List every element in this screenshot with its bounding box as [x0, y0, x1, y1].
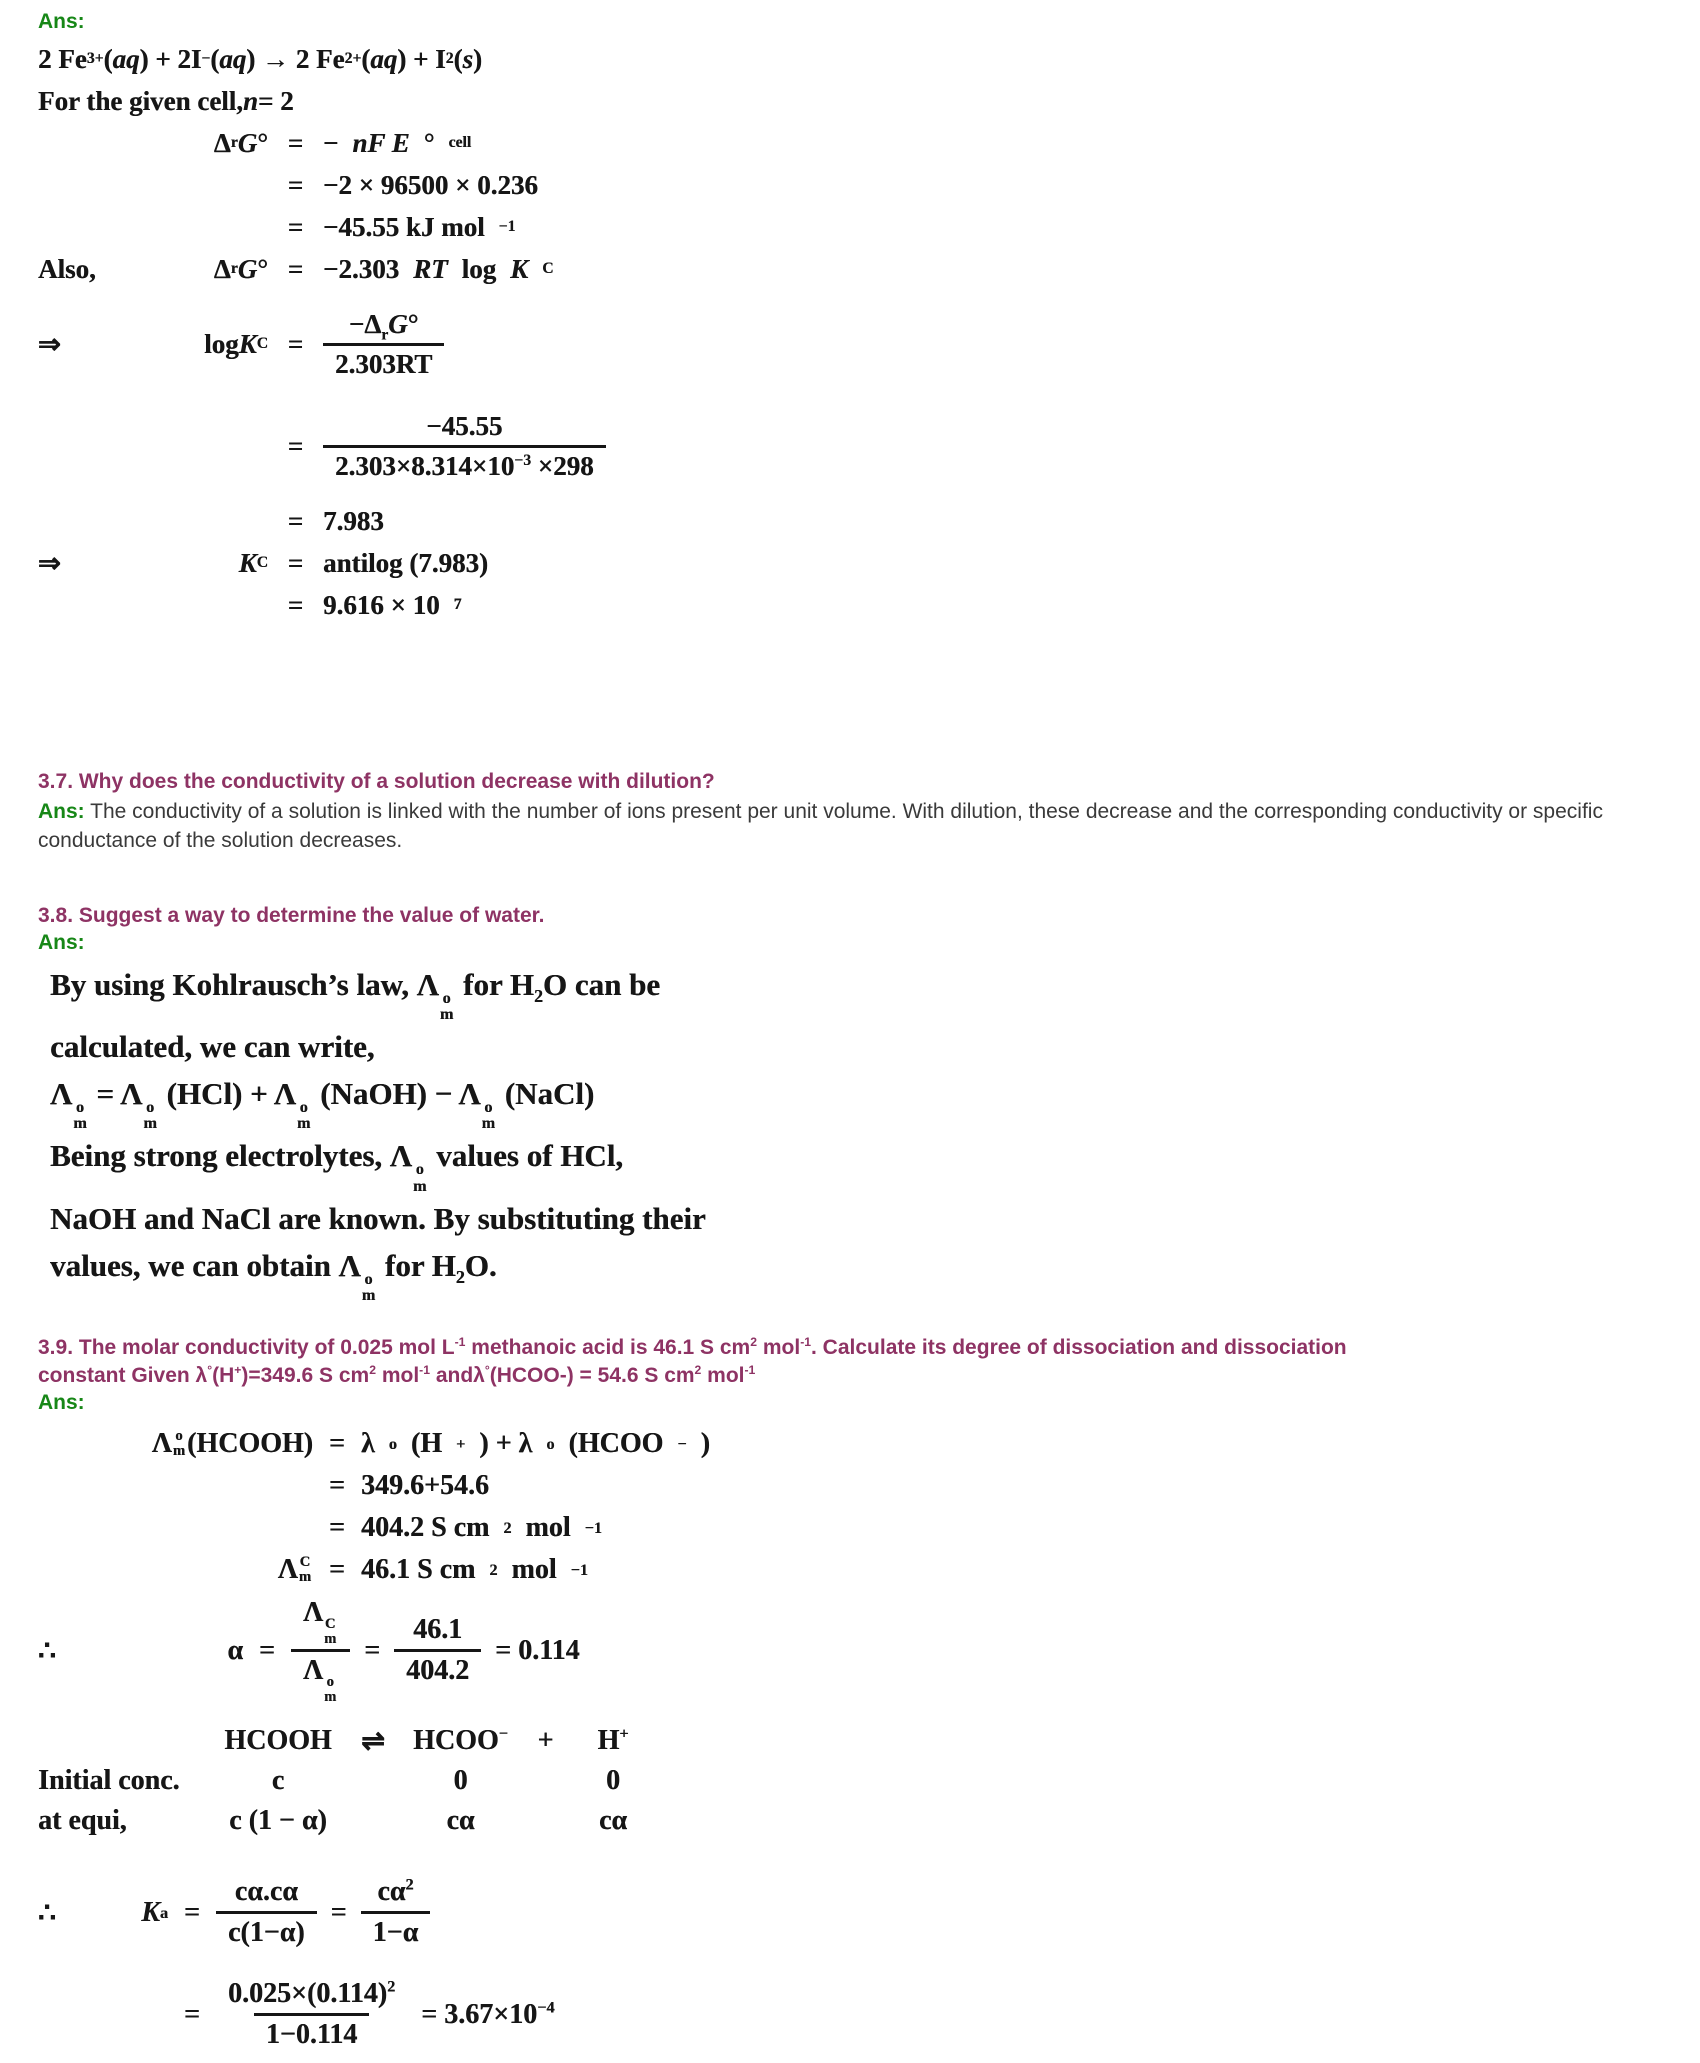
answer-label: Ans:	[38, 1390, 85, 1414]
equation-result: = $3.67\times 10^{-4}$	[421, 1998, 555, 2030]
equation-rhs: antilog (7.983)	[323, 547, 488, 578]
answer-3-6-section	[38, 10, 1670, 626]
equation-row	[38, 584, 1670, 626]
fraction-denominator: $2.303\times 8.314\times 10^{-3} \times 298$	[323, 445, 606, 482]
equals-sign: =	[287, 505, 304, 536]
fraction-denominator: c(1−α)	[216, 1911, 317, 1949]
equation-row	[38, 248, 1670, 290]
answer-3-7	[38, 798, 1668, 856]
equation-row	[38, 206, 1670, 248]
equals-sign: =	[287, 589, 304, 620]
species-hcoo: HCOO−	[413, 1724, 508, 1756]
row-marker: ∴	[38, 1897, 56, 1929]
table-cell: cα	[446, 1804, 475, 1836]
equation-rhs	[323, 411, 606, 482]
fraction-numerator: $-\Delta_rG^\circ$	[348, 308, 419, 343]
scanned-text-line: values, we can obtain Λ o m for $H_2O$.	[50, 1247, 497, 1304]
fraction-denominator: 2.303RT	[323, 343, 444, 380]
question-3-9-heading	[38, 1334, 1670, 1391]
equals-sign: =	[184, 1998, 200, 2030]
equals-sign: =	[329, 1469, 345, 1501]
equation-row	[38, 1967, 1670, 2063]
scanned-text-line: NaOH and NaCl are known. By substituting their	[50, 1200, 706, 1236]
row-marker: ∴	[38, 1635, 56, 1667]
table-cell: cα	[598, 1804, 628, 1836]
solution-work-3-8	[38, 961, 838, 1304]
answer-label: Ans:	[38, 800, 85, 824]
equation-row	[38, 1597, 1670, 1705]
equation-row	[38, 398, 1670, 494]
equation-rhs: λ o (H + ) + λ o (HCOO − )	[361, 1427, 710, 1459]
equation-rhs: 46.1 S cm 2 mol −1	[361, 1553, 588, 1585]
scanned-text-line: calculated, we can write,	[50, 1028, 375, 1064]
reaction-equation: 2 Fe 3+ ( aq ) + 2I − ( aq ) → 2 Fe 2+ ( aq ) + I 2 ( s )	[38, 43, 482, 74]
fraction-numerator: Λ C m	[303, 1596, 337, 1647]
equation-row	[38, 1507, 1670, 1549]
equation-rhs: 349.6+54.6	[361, 1469, 489, 1501]
scanned-text-line: Being strong electrolytes, Λ o m values of HCl,	[50, 1138, 624, 1195]
table-row-label: at equi,	[38, 1804, 127, 1836]
equation-row	[38, 122, 1670, 164]
equation-lhs: log K C	[204, 328, 268, 359]
equation-row	[38, 500, 1670, 542]
fraction-denominator: 1−α	[361, 1911, 431, 1949]
equation-rhs	[323, 309, 444, 380]
plus-sign: +	[537, 1724, 554, 1756]
question-3-7-section	[38, 768, 1670, 856]
equation-lhs: Δ r G °	[213, 253, 268, 284]
equilibrium-reaction-row	[38, 1721, 1670, 1761]
table-cell: c (1 − α)	[229, 1804, 327, 1836]
scanned-text-line: By using Kohlrausch’s law, Λ o m for $H_2O$ can be	[50, 966, 661, 1023]
question-3-9-heading-line1: 3.9. The molar conductivity of 0.025 mol $L^{-1}$ methanoic acid is 46.1 S $cm^2$ mol$^{-1}$. Calculate its degree of dissociation and dissociation	[38, 1335, 1347, 1360]
equation-rhs: − nF E ° cell	[323, 127, 472, 158]
scanned-text-line: Λ o m = Λ o m (HCl) + Λ o m (NaOH) − Λ o m (NaCl)	[50, 1076, 595, 1133]
equation-lhs: K a	[141, 1896, 168, 1928]
equation-rhs	[216, 1978, 554, 2051]
question-3-7-heading: 3.7. Why does the conductivity of a solution decrease with dilution?	[38, 770, 715, 793]
fraction-denominator: 1−0.114	[254, 2013, 369, 2051]
row-marker: ⇒	[38, 328, 61, 359]
equation-rhs: 404.2 S cm 2 mol −1	[361, 1511, 602, 1543]
fraction-numerator: $c\alpha^2$	[377, 1875, 414, 1907]
given-cell-line: For the given cell, n = 2	[38, 85, 294, 116]
equals-sign: =	[287, 328, 304, 359]
equation-row	[38, 296, 1670, 392]
equation-rhs: −45.55 kJ mol −1	[323, 211, 516, 242]
equation-row	[38, 164, 1670, 206]
equilibrium-arrow: ⇌	[361, 1725, 385, 1757]
fraction-numerator: 46.1	[413, 1614, 463, 1646]
species-h: H+	[597, 1724, 629, 1756]
equals-sign: =	[287, 547, 304, 578]
equals-sign: =	[287, 169, 304, 200]
fraction	[323, 309, 444, 380]
equation-lhs: Λ o m (HCOOH)	[151, 1427, 313, 1459]
solution-work-3-6	[38, 38, 1670, 626]
solution-work-3-9	[38, 1423, 1670, 2063]
equation-row	[38, 1549, 1670, 1591]
table-cell: 0	[453, 1764, 468, 1796]
equals-sign: =	[287, 253, 304, 284]
equation-rhs	[291, 1597, 580, 1705]
fraction-numerator: −45.55	[426, 410, 503, 441]
question-3-9-section	[38, 1334, 1670, 2062]
fraction	[361, 1876, 431, 1949]
equation-row	[38, 1865, 1670, 1961]
table-row-label: Initial conc.	[38, 1764, 180, 1796]
equals-sign: =	[259, 1634, 275, 1666]
fraction-numerator: $0.025\times(0.114)^2$	[228, 1977, 396, 2009]
equation-rhs: −2 × 96500 × 0.236	[323, 169, 538, 200]
fraction	[291, 1597, 350, 1705]
fraction	[216, 1876, 317, 1949]
equation-lhs: Δ r G °	[213, 127, 268, 158]
answer-label: Ans:	[38, 930, 85, 954]
fraction	[216, 1978, 407, 2051]
question-3-8-section	[38, 902, 1670, 1304]
fraction	[394, 1614, 481, 1687]
row-marker: ⇒	[38, 547, 61, 578]
fraction-denominator: 404.2	[394, 1649, 481, 1687]
table-cell: c	[271, 1764, 285, 1796]
equals-sign: =	[364, 1634, 381, 1666]
fraction-numerator: cα.cα	[234, 1876, 298, 1907]
equation-lhs: K C	[238, 547, 268, 578]
equation-row	[38, 1465, 1670, 1507]
equals-sign: =	[329, 1511, 345, 1543]
answer-label: Ans:	[38, 10, 85, 33]
fraction	[323, 411, 606, 482]
question-3-9-heading-line2: constant Given λ°(H+)=349.6 S $cm^2$ mol$^{-1}$ andλ°(HCOO-) = 54.6 S $cm^2$ mol$^{-1}$	[38, 1363, 756, 1388]
equation-row	[38, 1423, 1670, 1465]
equals-sign: =	[329, 1553, 345, 1585]
equation-result: = 0.114	[495, 1634, 580, 1666]
row-marker: Also,	[38, 253, 96, 284]
equation-lhs: α	[227, 1634, 243, 1666]
table-cell: 0	[606, 1764, 620, 1796]
answer-text: The conductivity of a solution is linked with the number of ions present per unit volume. With dilution, these decrease and the corresponding conductivity or specific conductance of the solution decreases.	[38, 800, 1603, 853]
question-3-8-heading: 3.8. Suggest a way to determine the value of water.	[38, 904, 545, 928]
equals-sign: =	[329, 1427, 345, 1459]
equation-rhs	[216, 1876, 430, 1949]
equation-rhs: −2.303 RT log K C	[323, 253, 554, 284]
equation-lhs: Λ C m	[277, 1553, 311, 1585]
equals-sign: =	[330, 1896, 347, 1928]
equation-rhs: 7.983	[323, 505, 384, 536]
equals-sign: =	[184, 1896, 200, 1928]
equals-sign: =	[287, 211, 304, 242]
equals-sign: =	[287, 127, 304, 158]
species-hcooh: HCOOH	[224, 1724, 332, 1756]
fraction-denominator: Λ o m	[291, 1649, 350, 1704]
equation-rhs: 9.616 × 10 7	[323, 589, 462, 620]
equation-row	[38, 542, 1670, 584]
equals-sign: =	[287, 430, 304, 461]
equilibrium-conc-row	[38, 1801, 1670, 1841]
initial-conc-row	[38, 1761, 1670, 1801]
